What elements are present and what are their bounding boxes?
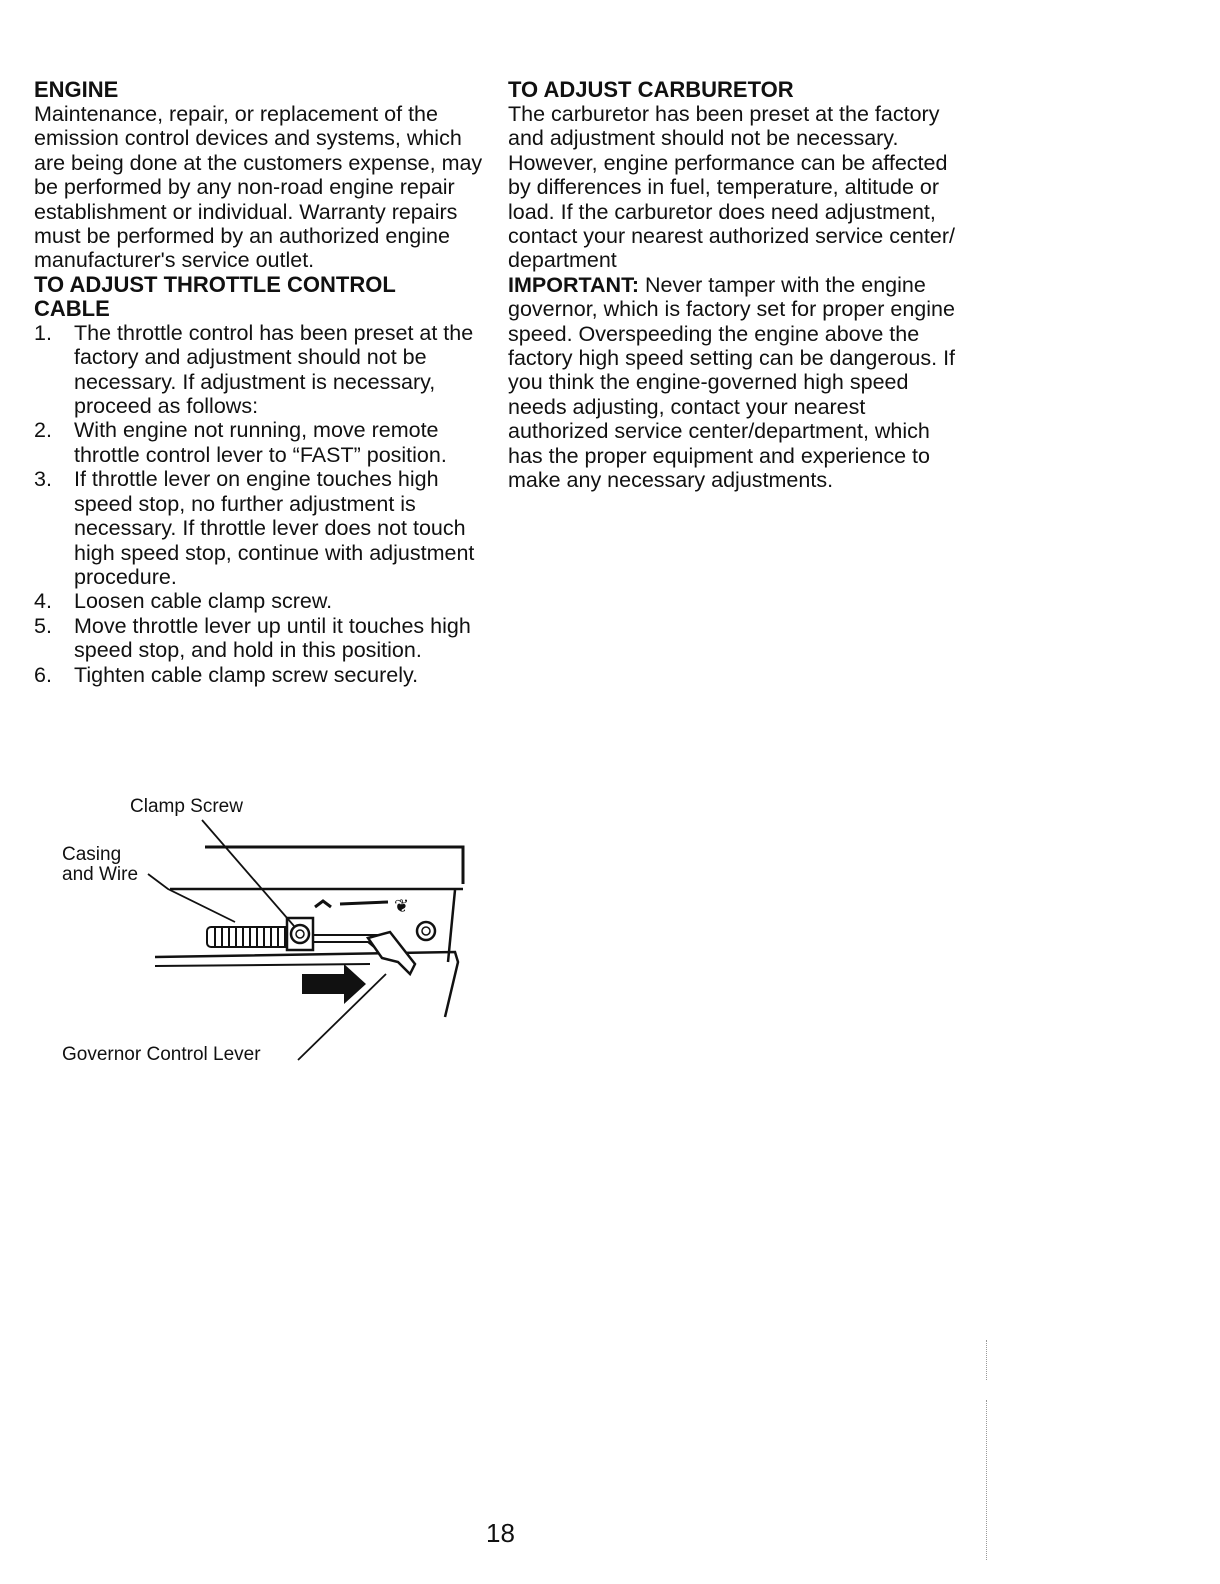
cable-spring xyxy=(207,927,292,947)
slow-fast-indicator xyxy=(315,901,388,907)
step-item xyxy=(34,589,484,613)
left-column xyxy=(34,78,484,687)
throttle-heading-line1: TO ADJUST THROTTLE CONTROL xyxy=(34,271,396,297)
clamp-screw xyxy=(291,925,309,943)
diagram-drawing xyxy=(50,792,480,1082)
step-text: Tighten cable clamp screw securely. xyxy=(74,662,419,687)
step-item xyxy=(34,614,484,663)
engine-paragraph: Maintenance, repair, or replacement of the emission control devices and systems, which are being done at the customers expense, may be performed by any non-road engine repair establishment or individual. Warranty repairs must be performed by an authorized engine manufacturer's service outlet. xyxy=(34,102,483,273)
label-and-wire: and Wire xyxy=(62,864,139,885)
high-speed-stop xyxy=(417,922,435,940)
wire-lower xyxy=(313,942,380,952)
step-number: 4. xyxy=(34,589,52,614)
label-governor-control-lever: Governor Control Lever xyxy=(62,1044,261,1065)
important-text: Never tamper with the engine governor, which is factory set for proper engine speed. Overspeeding the engine above the factory high speed setting can be dangerous. If you think the engine-governed high speed needs adjusting, contact your nearest authorized service center/department, which has the proper equipment and experience to make any necessary adjustments. xyxy=(508,272,956,493)
leader-clamp-screw xyxy=(202,820,294,926)
rabbit-symbol: ❦ xyxy=(394,896,410,917)
scan-artifact-line xyxy=(986,1340,987,1380)
label-clamp-screw: Clamp Screw xyxy=(130,796,243,817)
page-number: 18 xyxy=(486,1518,515,1548)
step-text: Move throttle lever up until it touches high speed stop, and hold in this position. xyxy=(74,613,471,663)
step-number: 3. xyxy=(34,467,52,492)
carburetor-paragraph: The carburetor has been preset at the factory and adjustment should not be necessary. However, engine performance can be affected by differences in fuel, temperature, altitude or load. If the carburetor does need adjustment, contact your nearest authorized service center/ department xyxy=(508,102,955,273)
step-number: 1. xyxy=(34,320,52,345)
important-label: IMPORTANT: xyxy=(508,272,639,297)
step-number: 2. xyxy=(34,418,52,443)
scan-artifact-line xyxy=(986,1400,987,1560)
direction-arrow xyxy=(302,964,366,1004)
throttle-heading xyxy=(34,273,484,321)
step-item xyxy=(34,321,484,419)
step-item xyxy=(34,418,484,467)
step-text: With engine not running, move remote throttle control lever to “FAST” position. xyxy=(74,418,447,467)
throttle-heading-line2: CABLE xyxy=(34,295,110,321)
step-item xyxy=(34,663,484,687)
label-casing: Casing xyxy=(62,844,122,865)
carburetor-heading: TO ADJUST CARBURETOR xyxy=(508,77,794,102)
step-number: 6. xyxy=(34,662,52,687)
important-paragraph xyxy=(508,273,958,493)
engine-heading: ENGINE xyxy=(34,77,119,102)
base-line xyxy=(155,964,370,966)
step-number: 5. xyxy=(34,613,52,638)
step-text: If throttle lever on engine touches high speed stop, no further adjustment is necessary. If throttle lever does not touch high speed stop, continue with adjustment procedure. xyxy=(74,467,475,589)
right-column xyxy=(508,78,958,493)
step-text: The throttle control has been preset at the factory and adjustment should not be necessary. If adjustment is necessary, proceed as follows: xyxy=(74,320,474,419)
step-item xyxy=(34,467,484,589)
housing-top-edge xyxy=(205,847,463,884)
step-text: Loosen cable clamp screw. xyxy=(74,589,333,614)
throttle-cable-diagram xyxy=(50,792,480,1082)
throttle-steps-list xyxy=(34,321,484,687)
leader-casing xyxy=(148,874,235,922)
